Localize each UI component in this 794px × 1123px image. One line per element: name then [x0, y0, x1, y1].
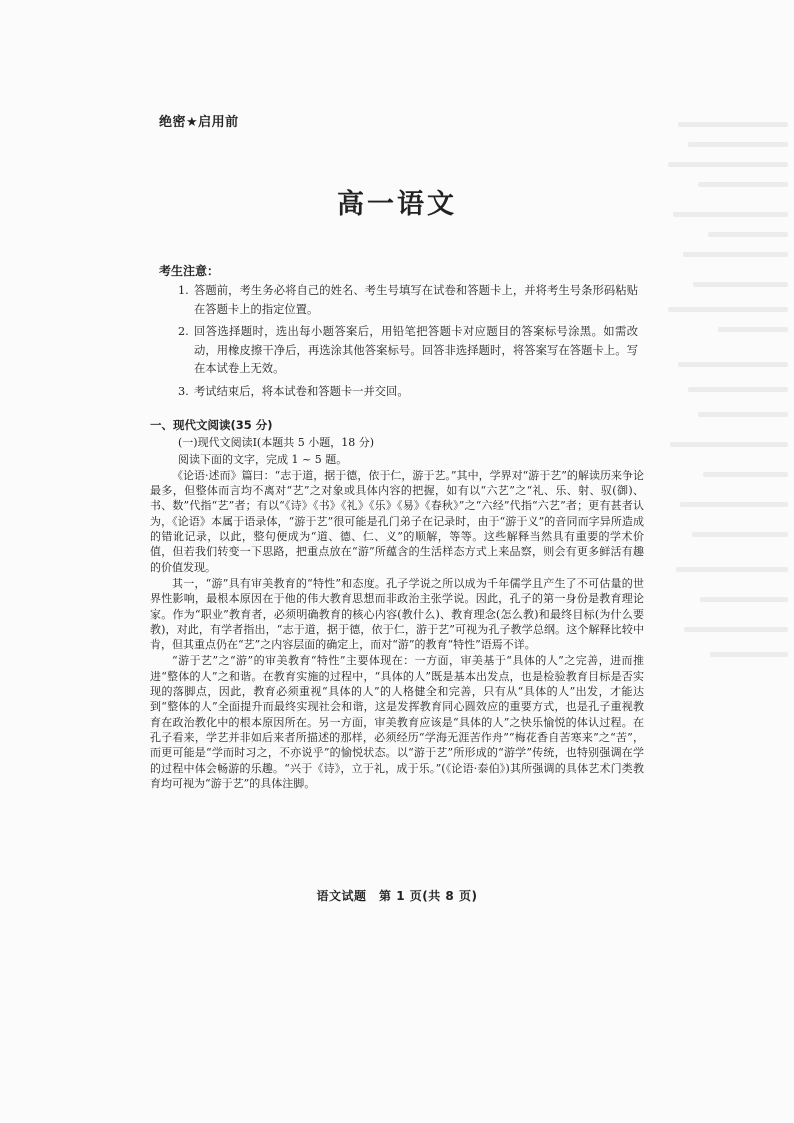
note-text: 考试结束后，将本试卷和答题卡一并交回。: [194, 384, 409, 398]
reading-instruction: 阅读下面的文字，完成 1 ~ 5 题。: [178, 452, 348, 466]
passage-paragraph: 其一，“游”具有审美教育的“特性”和态度。孔子学说之所以成为千年儒学且产生了不可估量的世界性影响，最根本原因在于他的伟大教育思想而非政治主张学说。因此，孔子的第一身份是教育理论家。作为“职业”教育者，必须明确教育的核心内容(教什么)、教育理念(怎么教)和最终目标(为什么要教)，对此，有学者指出，“志于道，据于德，依于仁，游于艺”可视为孔子教学总纲。这个解释比较中肯，但其重点仍在“艺”之内容层面的确定上，而对“游”的教育“特性”语焉不详。: [150, 576, 644, 652]
confidential-label: 绝密★启用前: [159, 115, 239, 130]
note-item: [178, 323, 638, 379]
bleed-line: [710, 652, 788, 657]
bleed-line: [683, 252, 788, 257]
bleed-line: [718, 327, 788, 332]
bleed-line: [678, 362, 788, 367]
passage-paragraph: 《论语·述而》篇曰：“志于道，据于德，依于仁，游于艺。”其中，学界对“游于艺”的解读历来争论最多，但整体而言均不离对“艺”之对象或具体内容的把握，如有以“六艺”之“礼、乐、射、驭(御)、书、数”代指“艺”者；有以“《诗》《书》《礼》《乐》《易》《春秋》”之“六经”代指“六艺”者；更有甚者认为，《论语》本属于语录体，“游于艺”很可能是孔门弟子在记录时，由于“游于义”的音同而字异所造成的错讹记录，以此，整句便成为“道、德、仁、义”的顺解，等等。这些解释当然具有重要的学术价值，但若我们转变一下思路，把重点放在“游”所蕴含的生活样态方式上来品察，则会有更多鲜活有趣的价值发现。: [150, 468, 644, 574]
note-item: [178, 282, 638, 319]
bleed-line: [676, 567, 788, 572]
bleed-line: [668, 307, 788, 312]
notes-list: [178, 282, 638, 405]
bleed-line: [680, 502, 788, 507]
bleed-line: [693, 282, 788, 287]
bleed-line: [688, 142, 788, 147]
bleed-line: [700, 597, 788, 602]
page-footer: 语文试题 第 1 页(共 8 页): [316, 889, 478, 903]
bleed-line: [703, 472, 788, 477]
exam-title: 高一语文: [337, 189, 457, 220]
bleed-line: [708, 232, 788, 237]
notes-heading: 考生注意：: [159, 264, 220, 278]
bleed-line: [668, 162, 788, 167]
note-text: 回答选择题时，选出每小题答案后，用铅笔把答题卡对应题目的答案标号涂黑。如需改动，用橡皮擦干净后，再选涂其他答案标号。回答非选择题时，将答案写在答题卡上。写在本试卷上无效。: [194, 325, 638, 375]
bleed-line: [698, 412, 788, 417]
section-heading: 一、现代文阅读(35 分): [150, 418, 273, 432]
note-item: [178, 383, 638, 402]
subsection-heading: (一)现代文阅读Ⅰ(本题共 5 小题，18 分): [178, 436, 374, 450]
bleed-line: [692, 532, 788, 537]
bleed-line: [684, 627, 788, 632]
note-text: 答题前，考生务必将自己的姓名、考生号填写在试卷和答题卡上，并将考生号条形码粘贴在答题卡上的指定位置。: [194, 284, 638, 316]
note-number: 1.: [178, 284, 189, 297]
note-number: 3.: [178, 384, 189, 398]
passage-paragraph: “游于艺”之“游”的审美教育“特性”主要体现在：一方面，审美基于“具体的人”之完善，进而推进“整体的人”之和谐。在教育实施的过程中，“具体的人”既是基本出发点，也是检验教育目标是否实现的落脚点，因此，教育必须重视“具体的人”的人格健全和完善，只有从“具体的人”出发，才能达到“整体的人”全面提升而最终实现社会和谐，这是发挥教育同心圆效应的重要方式，也是孔子重视教育在政治教化中的根本原因所在。另一方面，审美教育应该是“具体的人”之快乐愉悦的体认过程。在孔子看来，学艺并非如后来者所描述的那样，必须经历“学海无涯苦作舟”“梅花香自苦寒来”之“苦”，而更可能是“学而时习之，不亦说乎”的愉悦状态。以“游于艺”所形成的“游学”传统，也特别强调在学的过程中体会畅游的乐趣。“兴于《诗》，立于礼，成于乐。”(《论语·泰伯》)其所强调的具体艺术门类教育均可视为“游于艺”的具体注脚。: [150, 654, 644, 790]
bleed-line: [688, 387, 788, 392]
bleed-line: [678, 122, 788, 127]
note-number: 2.: [178, 325, 189, 338]
bleed-line: [670, 442, 788, 447]
reading-section: [150, 418, 644, 792]
